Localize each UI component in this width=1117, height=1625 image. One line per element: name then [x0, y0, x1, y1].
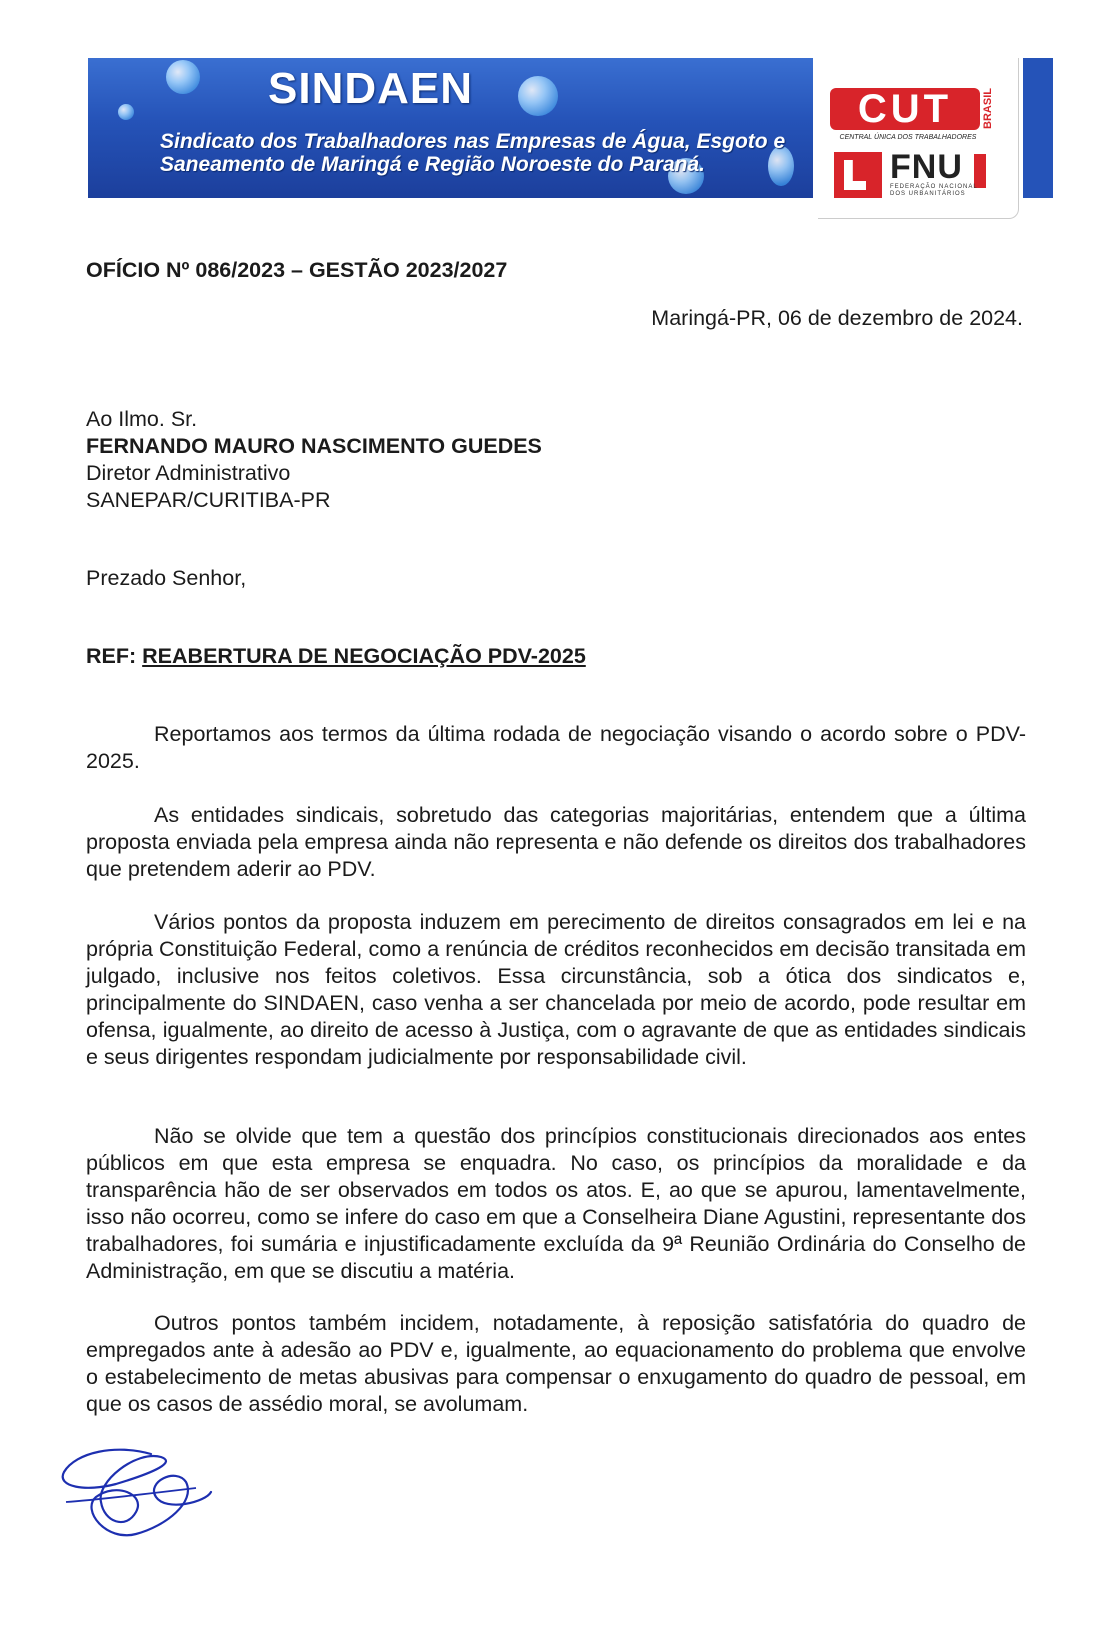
- paragraph: Vários pontos da proposta induzem em perecimento de direitos consagrados em lei e na própria Constituição Federal, como a renúncia de créditos reconhecidos em decisão transitada em julgado, inclusive nos feitos coletivos. Essa circunstância, sob a ótica dos sindicatos e, principalmente do SINDAEN, caso venha a ser chancelada por meio de acordo, pode resultar em ofensa, igualmente, ao direito de acesso à Justiça, com o agravante de que as entidades sindicais e seus dirigentes respondam judicialmente por responsabilidade civil.: [86, 910, 1026, 1069]
- cut-country: BRASIL: [982, 88, 994, 129]
- water-drop-icon: [166, 60, 200, 94]
- partner-logos: [818, 58, 1019, 219]
- recipient-name: FERNANDO MAURO NASCIMENTO GUEDES: [86, 434, 542, 458]
- cut-logo: CUT: [830, 88, 980, 130]
- recipient-organization: SANEPAR/CURITIBA-PR: [86, 488, 331, 512]
- fnu-flag-icon: [834, 152, 882, 198]
- paragraph: Reportamos aos termos da última rodada de negociação visando o acordo sobre o PDV-2025.: [86, 722, 1026, 773]
- subject: REABERTURA DE NEGOCIAÇÃO PDV-2025: [142, 644, 586, 668]
- recipient-salutation: Ao Ilmo. Sr.: [86, 407, 198, 431]
- signature-image: [56, 1442, 216, 1552]
- fnu-subtitle: FEDERAÇÃO NACIONAL DOS URBANITÁRIOS: [890, 184, 978, 197]
- water-drop-icon: [518, 76, 558, 116]
- reference-number: OFÍCIO Nº 086/2023 – GESTÃO 2023/2027: [86, 258, 508, 282]
- paragraph: As entidades sindicais, sobretudo das categorias majoritárias, entendem que a última proposta enviada pela empresa ainda não representa e não defende os direitos dos trabalhadores que pretendem aderir ao PDV.: [86, 803, 1026, 881]
- header-banner: [88, 58, 813, 198]
- recipient-title: Diretor Administrativo: [86, 461, 291, 485]
- paragraph: Não se olvide que tem a questão dos princípios constitucionais direcionados aos entes públicos em que esta empresa se enquadra. No caso, os princípios da moralidade e da transparência hão de ser observados em todos os atos. E, ao que se apurou, lamentavelmente, isso não ocorreu, como se infere do caso em que a Conselheira Diane Agustini, representante dos trabalhadores, foi sumária e injustificadamente excluída da 9ª Reunião Ordinária do Conselho de Administração, em que se discutiu a matéria.: [86, 1124, 1026, 1283]
- header-accent-bar: [1023, 58, 1053, 198]
- greeting: Prezado Senhor,: [86, 566, 247, 590]
- paragraph: Outros pontos também incidem, notadamente, à reposição satisfatória do quadro de empregados ante à adesão ao PDV e, igualmente, ao equacionamento do problema que envolve o estabelecimento de metas abusivas para compensar o enxugamento do quadro de pessoal, em que os casos de assédio moral, se avolumam.: [86, 1311, 1026, 1416]
- subject-label: REF:: [86, 644, 137, 668]
- fnu-logo: FNU: [890, 148, 963, 186]
- place-date: Maringá-PR, 06 de dezembro de 2024.: [651, 306, 1023, 330]
- cut-stripe-icon: [974, 154, 986, 188]
- cut-subtitle: CENTRAL ÚNICA DOS TRABALHADORES: [839, 134, 977, 141]
- subject-line: [86, 643, 586, 670]
- org-name: SINDAEN: [268, 64, 474, 113]
- org-subtitle: Sindicato dos Trabalhadores nas Empresas de Água, Esgoto e Saneamento de Maringá e Região Noroeste do Paraná.: [160, 130, 786, 176]
- water-drop-icon: [118, 104, 134, 120]
